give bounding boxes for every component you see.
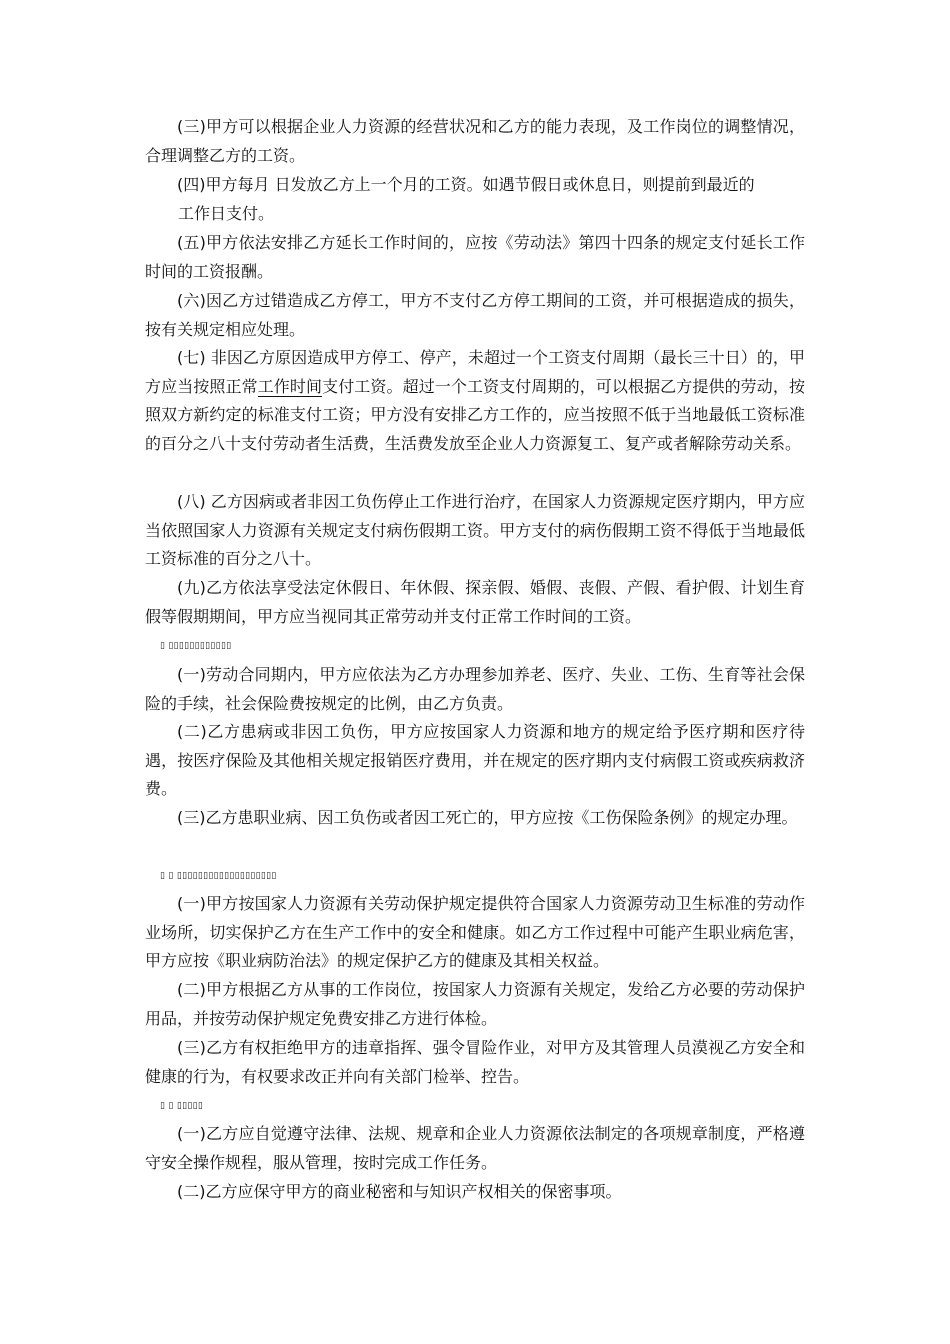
paragraph-payday-line2: 工作日支付。 (178, 204, 275, 223)
stoppage-text-a: (七) 非因乙方原因造成甲方停工、停产，未超过一个工资支付周期（最长三十日）的，甲方应当按照正常 (145, 348, 805, 396)
stoppage-text-b: 支付工资。超过一个工资支付周期的，可以根据乙方提供的劳动，按照双方新约定的标准支付工资；甲方没有安排乙方工作的，应当按照不低于当地最低工资标准的百分之八十支付劳动者生活费，生活费发放至企业人力资源复工、复产或者解除劳动关系。 (145, 376, 805, 454)
paragraph-protection-2: (二)甲方根据乙方从事的工作岗位，按国家人力资源有关规定，发给乙方必要的劳动保护用品，并按劳动保护规定免费安排乙方进行体检。 (145, 980, 805, 1028)
paragraph-insurance-1: (一)劳动合同期内，甲方应依法为乙方办理参加养老、医疗、失业、工伤、生育等社会保险的手续，社会保险费按规定的比例，由乙方负责。 (145, 665, 805, 713)
paragraph-overtime: (五)甲方依法安排乙方延长工作时间的，应按《劳动法》第四十四条的规定支付延长工作时间的工资报酬。 (145, 233, 805, 281)
paragraph-sick-leave: (八) 乙方因病或者非因工负伤停止工作进行治疗，在国家人力资源规定医疗期内，甲方应当依照国家人力资源有关规定支付病伤假期工资。甲方支付的病伤假期工资不得低于当地最低工资标准的百分之八十。 (145, 492, 805, 569)
underlined-phrase: 工作时间 (257, 376, 323, 396)
paragraph-payday (145, 171, 805, 200)
paragraph-stoppage-other (145, 344, 805, 459)
paragraph-insurance-2: (二)乙方患病或非因工负伤，甲方应按国家人力资源和地方的规定给予医疗期和医疗待遇，按医疗保险及其他相关规定报销医疗费用，并在规定的医疗期内支付病假工资或疾病救济费。 (145, 722, 805, 799)
paragraph-stoppage-fault: (六)因乙方过错造成乙方停工，甲方不支付乙方停工期间的工资，并可根据造成的损失，按有关规定相应处理。 (145, 291, 805, 339)
paragraph-duties-1: (一)乙方应自觉遵守法律、法规、规章和企业人力资源依法制定的各项规章制度，严格遵守安全操作规程，服从管理，按时完成工作任务。 (145, 1124, 805, 1172)
paragraph-holidays: (九)乙方依法享受法定休假日、年休假、探亲假、婚假、丧假、产假、看护假、计划生育假等假期期间，甲方应当视同其正常劳动并支付正常工作时间的工资。 (145, 578, 805, 626)
paragraph-protection-1: (一)甲方按国家人力资源有关劳动保护规定提供符合国家人力资源劳动卫生标准的劳动作业场所，切实保护乙方在生产工作中的安全和健康。如乙方工作过程中可能产生职业病危害，甲方应按《职业病防治法》的规定保护乙方的健康及其相关权益。 (145, 894, 805, 971)
paragraph-duties-2: (二)乙方应保守甲方的商业秘密和与知识产权相关的保密事项。 (177, 1182, 622, 1201)
section-heading-duties: ▯ ▯ ▯▯▯▯▯ (160, 1101, 204, 1111)
paragraph-insurance-3: (三)乙方患职业病、因工负伤或者因工死亡的，甲方应按《工伤保险条例》的规定办理。 (177, 808, 798, 827)
section-heading-labor-protection: ▯ ▯ ▯▯▯▯▯▯▯▯▯▯▯▯▯▯▯▯▯▯▯ (160, 871, 277, 881)
paragraph-payday-line1: (四)甲方每月 日发放乙方上一个月的工资。如遇节假日或休息日，则提前到最近的 (177, 175, 755, 194)
paragraph-wage-adjustment: (三)甲方可以根据企业人力资源的经营状况和乙方的能力表现，及工作岗位的调整情况，合理调整乙方的工资。 (145, 117, 805, 165)
paragraph-protection-3: (三)乙方有权拒绝甲方的违章指挥、强令冒险作业，对甲方及其管理人员漠视乙方安全和健康的行为，有权要求改正并向有关部门检举、控告。 (145, 1038, 805, 1086)
section-heading-insurance: ▯ ▯▯▯▯▯▯▯▯▯▯▯▯ (160, 641, 232, 651)
